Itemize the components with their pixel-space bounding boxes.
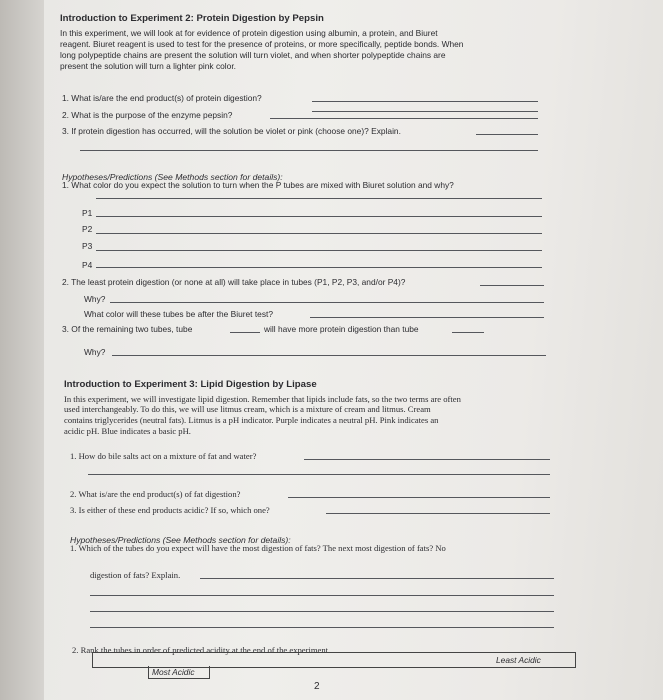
exp2-hypotheses-title: Hypotheses/Predictions (See Methods section for details): (62, 172, 283, 182)
exp3-hypothesis-2: 2. Rank the tubes in order of predicted acidity at the end of the experiment. (72, 645, 331, 655)
page-number: 2 (314, 681, 320, 692)
answer-line-p4[interactable] (96, 267, 542, 268)
answer-line[interactable] (88, 474, 550, 475)
exp2-para-line: reagent. Biuret reagent is used to test for the presence of proteins, or more specifically, peptide bonds. When (60, 39, 464, 49)
exp2-question-2: 2. What is the purpose of the enzyme pepsin? (62, 110, 233, 120)
answer-line[interactable] (90, 595, 554, 596)
answer-line[interactable] (480, 285, 544, 286)
exp3-question-3: 3. Is either of these end products acidic? If so, which one? (70, 505, 270, 515)
answer-line[interactable] (312, 101, 538, 102)
answer-blank-tube[interactable] (230, 332, 260, 333)
why-label: Why? (84, 294, 106, 304)
exp3-para-line: acidic pH. Blue indicates a basic pH. (64, 426, 191, 436)
answer-line[interactable] (270, 118, 538, 119)
exp3-hypothesis-1a: 1. Which of the tubes do you expect will have the most digestion of fats? The next most digestion of fats? No (70, 543, 446, 553)
answer-line[interactable] (304, 459, 550, 460)
exp2-question-1: 1. What is/are the end product(s) of protein digestion? (62, 93, 262, 103)
answer-blank-tube[interactable] (452, 332, 484, 333)
answer-line[interactable] (200, 578, 554, 579)
exp2-hypothesis-2b: What color will these tubes be after the Biuret test? (84, 309, 273, 319)
answer-line-p1[interactable] (96, 216, 542, 217)
tube-label-p2: P2 (82, 224, 93, 234)
tube-label-p3: P3 (82, 241, 93, 251)
answer-line[interactable] (90, 627, 554, 628)
exp3-para-line: In this experiment, we will investigate lipid digestion. Remember that lipids include fats, so the two terms are often (64, 394, 461, 404)
exp3-hypothesis-1b: digestion of fats? Explain. (90, 570, 181, 580)
tube-label-p1: P1 (82, 208, 93, 218)
exp3-hypotheses-title: Hypotheses/Predictions (See Methods section for details): (70, 535, 291, 545)
answer-line[interactable] (310, 317, 544, 318)
page-shadow-edge (0, 0, 44, 700)
exp2-para-line: In this experiment, we will look at for evidence of protein digestion using albumin, a protein, and Biuret (60, 28, 438, 38)
exp3-title: Introduction to Experiment 3: Lipid Digestion by Lipase (64, 379, 317, 390)
exp2-hypothesis-2: 2. The least protein digestion (or none at all) will take place in tubes (P1, P2, P3, and/or P4)? (62, 277, 406, 287)
answer-line[interactable] (110, 302, 544, 303)
answer-line[interactable] (326, 513, 550, 514)
exp2-para-line: long polypeptide chains are present the solution will turn violet, and when shorter polypeptide chains are (60, 50, 446, 60)
exp2-para-line: present the solution will turn a lighter pink color. (60, 61, 236, 71)
answer-line-p2[interactable] (96, 233, 542, 234)
answer-line[interactable] (312, 111, 538, 112)
least-acidic-label: Least Acidic (496, 655, 541, 665)
exp3-para-line: used interchangeably. To do this, we will use litmus cream, which is a mixture of cream and litmus. Cream (64, 404, 431, 414)
answer-line[interactable] (476, 134, 538, 135)
tube-label-p4: P4 (82, 260, 93, 270)
answer-line[interactable] (112, 355, 546, 356)
exp2-question-3: 3. If protein digestion has occurred, will the solution be violet or pink (choose one)? Explain. (62, 126, 401, 136)
why-label: Why? (84, 347, 106, 357)
exp3-para-line: contains triglycerides (neutral fats). Litmus is a pH indicator. Purple indicates a neutral pH. Pink indicates an (64, 415, 439, 425)
exp2-hypothesis-3a: 3. Of the remaining two tubes, tube (62, 324, 193, 334)
answer-line[interactable] (90, 611, 554, 612)
exp2-hypothesis-3b: will have more protein digestion than tube (264, 324, 419, 334)
answer-line-p3[interactable] (96, 250, 542, 251)
answer-line[interactable] (96, 198, 542, 199)
most-acidic-label: Most Acidic (152, 667, 195, 677)
exp2-title: Introduction to Experiment 2: Protein Digestion by Pepsin (60, 13, 324, 24)
answer-line[interactable] (80, 150, 538, 151)
exp3-question-2: 2. What is/are the end product(s) of fat digestion? (70, 489, 241, 499)
exp2-hypothesis-1: 1. What color do you expect the solution to turn when the P tubes are mixed with Biuret solution and why? (62, 180, 454, 190)
exp3-question-1: 1. How do bile salts act on a mixture of fat and water? (70, 451, 257, 461)
answer-line[interactable] (288, 497, 550, 498)
